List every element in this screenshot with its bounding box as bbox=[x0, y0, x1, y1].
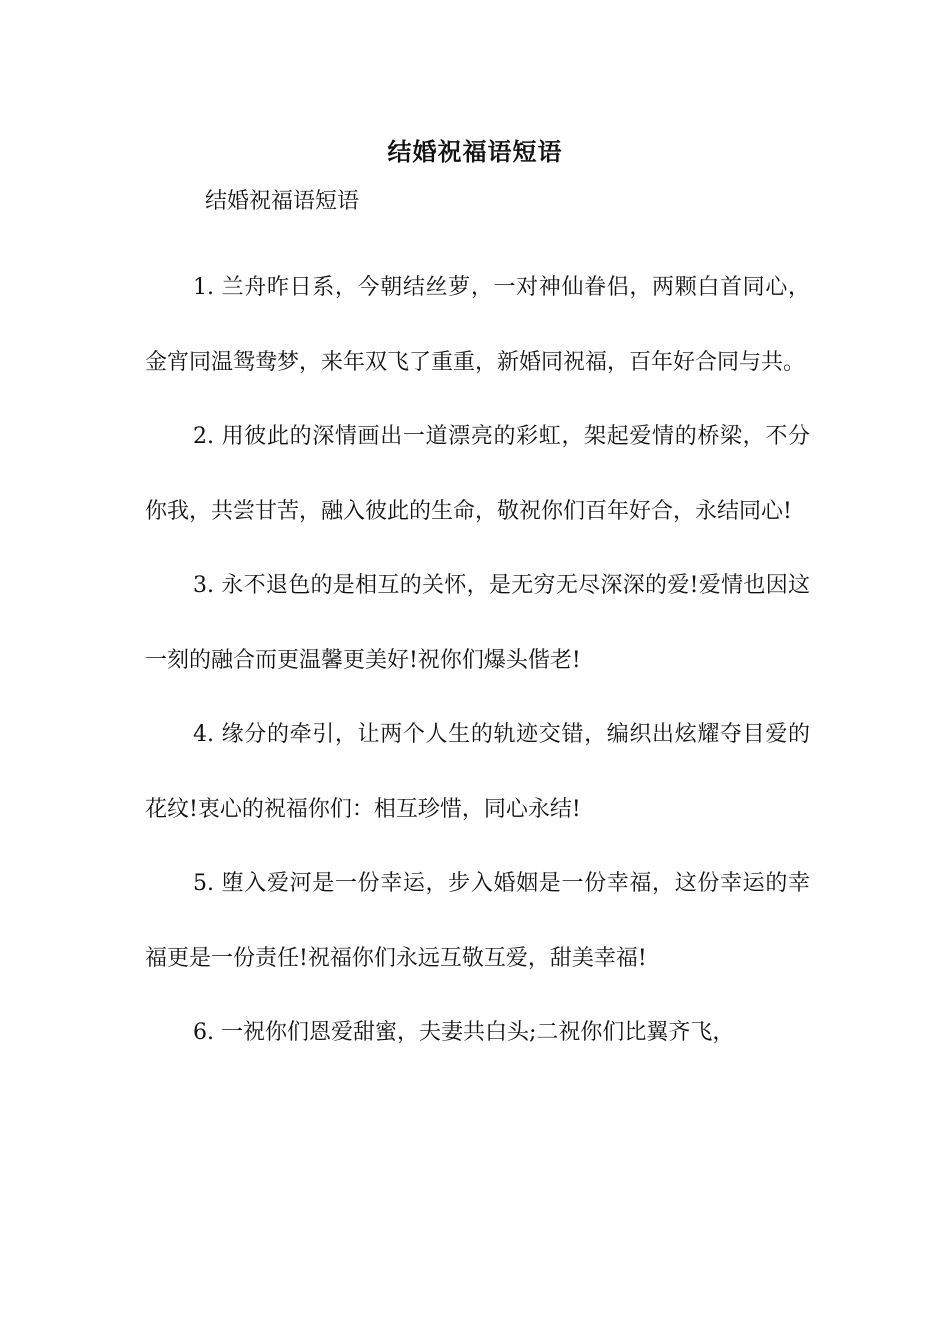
paragraph-6: 6. 一祝你们恩爱甜蜜，夫妻共白头;二祝你们比翼齐飞， bbox=[193, 1020, 735, 1045]
document-body bbox=[145, 251, 810, 1071]
document-subtitle: 结婚祝福语短语 bbox=[205, 189, 360, 214]
paragraph-1: 1. 兰舟昨日系，今朝结丝萝，一对神仙眷侣，两颗白首同心，金宵同温鸳鸯梦，来年双飞了重重，新婚同祝福，百年好合同与共。 bbox=[145, 275, 810, 375]
paragraph-4: 4. 缘分的牵引，让两个人生的轨迹交错，编织出炫耀夺目爱的花纹!衷心的祝福你们：相互珍惜，同心永结! bbox=[145, 722, 810, 822]
document-title: 结婚祝福语短语 bbox=[387, 137, 563, 166]
paragraph-5: 5. 堕入爱河是一份幸运，步入婚姻是一份幸福，这份幸运的幸福更是一份责任!祝福你们永远互敬互爱，甜美幸福! bbox=[145, 871, 810, 971]
paragraph-3: 3. 永不退色的是相互的关怀，是无穷无尽深深的爱!爱情也因这一刻的融合而更温馨更美好!祝你们爆头偕老! bbox=[145, 573, 810, 673]
paragraph-2: 2. 用彼此的深情画出一道漂亮的彩虹，架起爱情的桥梁，不分你我，共尝甘苦，融入彼此的生命，敬祝你们百年好合，永结同心! bbox=[145, 424, 810, 524]
